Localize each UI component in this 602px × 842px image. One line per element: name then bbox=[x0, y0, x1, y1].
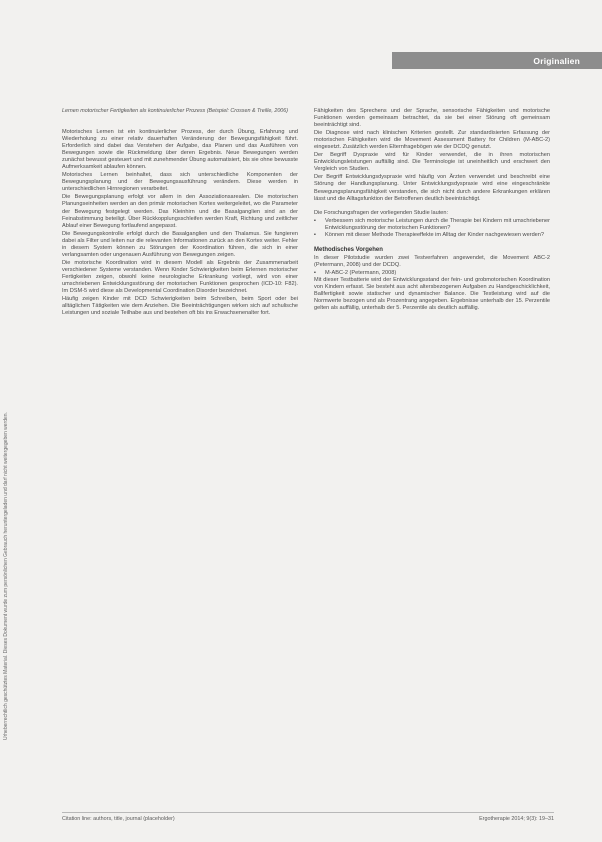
body-paragraph: Der Begriff Dyspraxie wird für Kinder verwendet, die in ihren motorischen Entwicklungsleistungen auffällig sind. Die Terminologie ist uneinheitlich und erschwert den Vergleich von Studien. bbox=[314, 152, 550, 173]
section-tab bbox=[392, 52, 602, 69]
body-paragraph: Motorisches Lernen beinhaltet, dass sich unterschiedliche Komponenten der Bewegungsplanung und der Bewegungsausführung verändern. Diese werden in unterschiedlichen Hirnregionen verarbeitet. bbox=[62, 172, 298, 193]
body-paragraph: Motorisches Lernen ist ein kontinuierlicher Prozess, der durch Übung, Erfahrung und Wiederholung zu einer relativ dauerhaften Veränderung der Bewegungsfähigkeit führt. Erforderlich sind dabei das Verstehen der Aufgabe, das Planen und das Ausführen von Bewegungen sowie die Rückmeldung über deren Ergebnis. Neue Bewegungen werden zunächst bewusst gesteuert und mit zunehmender Übung automatisiert, bis sie ohne bewusste Aufmerksamkeit ablaufen können. bbox=[62, 129, 298, 171]
body-paragraph: Die Diagnose wird nach klinischen Kriterien gestellt. Zur standardisierten Erfassung der motorischen Fähigkeiten wird die Movement Assessment Battery for Children (M-ABC-2) eingesetzt. Zusätzlich werden Elternfragebögen wie der DCDQ genutzt. bbox=[314, 130, 550, 151]
section-heading: Methodisches Vorgehen bbox=[314, 246, 383, 253]
bullet-icon: ▪ bbox=[314, 217, 316, 224]
footer-divider bbox=[62, 812, 554, 813]
method-label: M-ABC-2 (Petermann, 2008) bbox=[325, 269, 397, 276]
body-paragraph: In dieser Pilotstudie wurden zwei Testverfahren angewendet, die Movement ABC-2 (Petermann, 2008) und der DCDQ. bbox=[314, 254, 550, 268]
question-item bbox=[314, 232, 550, 239]
bullet-icon: ▪ bbox=[314, 231, 316, 238]
footer-journal: Ergotherapie 2014; 9(3): 19–31 bbox=[479, 816, 554, 822]
body-paragraph: Fähigkeiten des Sprechens und der Sprache, sensorische Fähigkeiten und motorische Funktionen werden gemeinsam betrachtet, da sie bei einer Störung oft gemeinsam beeinträchtigt sind. bbox=[314, 108, 550, 129]
bullet-icon: ▪ bbox=[314, 269, 316, 276]
footer-citation: Citation line: authors, title, journal (placeholder) bbox=[62, 816, 175, 822]
body-paragraph: Der Begriff Entwicklungsdyspraxie wird häufig von Ärzten verwendet und beschreibt eine Störung der Handlungsplanung. Unter Entwicklungsdyspraxie wird eine eingeschränkte Bewegungsplanungsfähigkeit verstanden, die sich nicht durch andere Erkrankungen erklären lässt und die Alltagsfunktion der Betroffenen deutlich beeinträchtigt. bbox=[314, 174, 550, 202]
figure-caption: Lernen motorischer Fertigkeiten als kontinuierlicher Prozess (Beispiel: Crossen & Treille, 2006) bbox=[62, 108, 289, 114]
left-column bbox=[62, 108, 298, 318]
body-paragraph: Die motorische Koordination wird in diesem Modell als Ergebnis der Zusammenarbeit verschiedener Systeme verstanden. Wenn Kinder Schwierigkeiten beim Erlernen motorischer Fertigkeiten zeigen, obwohl keine neurologische Erkrankung vorliegt, wird von einer umschriebenen Entwicklungsstörung der motorischen Funktionen gesprochen (ICD-10: F82). Im DSM-5 wird diese als Developmental Coordination Disorder bezeichnet. bbox=[62, 259, 298, 295]
question-text: Verbessern sich motorische Leistungen durch die Therapie bei Kindern mit umschriebener Entwicklungsstörung der motorischen Funktionen? bbox=[325, 217, 550, 231]
body-paragraph: Häufig zeigen Kinder mit DCD Schwierigkeiten beim Schreiben, beim Sport oder bei alltäglichen Tätigkeiten wie dem Anziehen. Die Beeinträchtigungen wirken sich auf schulische Leistungen und soziale Teilhabe aus und bestehen oft bis ins Erwachsenenalter fort. bbox=[62, 296, 298, 317]
questions-intro: Die Forschungsfragen der vorliegenden Studie lauten: bbox=[314, 209, 449, 216]
section-tab-label: Originalien bbox=[533, 55, 580, 66]
body-paragraph: Die Bewegungsplanung erfolgt vor allem in den Assoziationsarealen. Die motorischen Planungseinheiten werden an den primär motorischen Kortex weitergeleitet, wo die Parameter der Bewegung festgelegt werden. Das Kleinhirn und die Basalganglien sind an der Feinabstimmung beteiligt. Über Rückkopplungsschleifen werden Kraft, Richtung und zeitlicher Ablauf einer Bewegung fortlaufend angepasst. bbox=[62, 194, 298, 229]
right-column bbox=[314, 108, 550, 313]
question-text: Können mit dieser Methode Therapieeffekte im Alltag der Kinder nachgewiesen werden? bbox=[325, 231, 545, 238]
question-item bbox=[314, 218, 550, 232]
method-item bbox=[314, 270, 550, 277]
side-copyright-note: Urheberrechtlich geschütztes Material. Dieses Dokument wurde zum persönlichen Gebrauch heruntergeladen und darf nicht weitergegeben werden. bbox=[3, 412, 9, 740]
body-paragraph: Die Bewegungskontrolle erfolgt durch die Basalganglien und den Thalamus. Sie fungieren dabei als Filter und leiten nur die relevanten Informationen zurück an den Kortex weiter. Fehler in diesem System können zu Störungen der Koordination führen, die sich in einer verlangsamten oder ungenauen Ausführung von Bewegungen zeigen. bbox=[62, 230, 298, 258]
body-paragraph: Mit dieser Testbatterie wird der Entwicklungsstand der fein- und grobmotorischen Koordination von Kindern erfasst. Sie besteht aus acht altersbezogenen Aufgaben zu Handgeschicklichkeit, Ballfertigkeit sowie statischer und dynamischer Balance. Die Testleistung wird auf die Normwerte bezogen und als Prozentrang angegeben. Ergebnisse unterhalb der 15. Perzentile gelten als auffällig, unterhalb der 5. Perzentile als deutlich auffällig. bbox=[314, 276, 550, 312]
